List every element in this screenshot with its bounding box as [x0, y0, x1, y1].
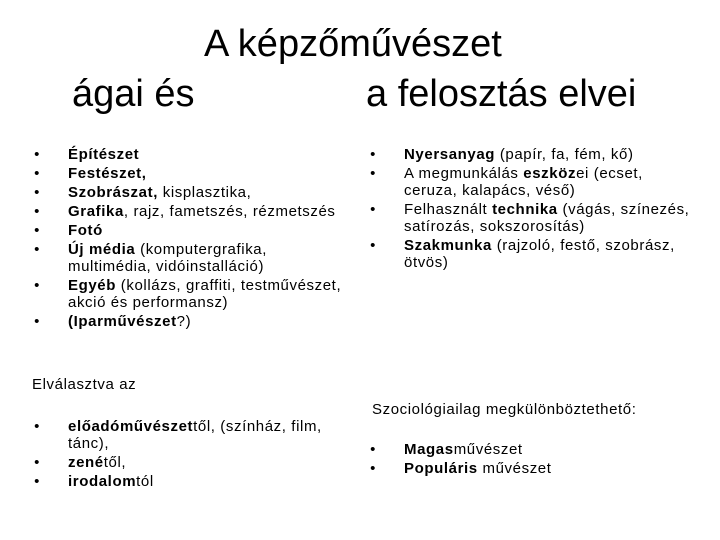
- bullet-icon: •: [34, 454, 40, 471]
- list-item: [32, 418, 352, 452]
- list-item: [32, 277, 352, 311]
- item-bold-text: (Iparművészet: [68, 313, 177, 330]
- bullet-icon: •: [34, 184, 40, 201]
- separated-from-list: [32, 418, 352, 492]
- bullet-icon: •: [34, 165, 40, 182]
- list-item: [32, 454, 352, 471]
- item-bold-text: Grafika: [68, 203, 124, 220]
- item-bold-text: Építészet: [68, 146, 140, 163]
- bullet-icon: •: [370, 237, 376, 254]
- list-item: [368, 441, 698, 458]
- list-item: [32, 203, 352, 220]
- item-bold-text: Szakmunka: [404, 237, 492, 254]
- item-text: művészet: [453, 441, 523, 458]
- item-text: tól: [136, 473, 154, 490]
- item-bold-text: Festészet,: [68, 165, 147, 182]
- list-item: [368, 460, 698, 477]
- item-text: , rajz, fametszés, rézmetszés: [123, 203, 336, 220]
- sociological-types-list: [368, 441, 698, 479]
- list-item: [32, 146, 352, 163]
- list-item: [368, 201, 698, 235]
- item-text: (papír, fa, fém, kő): [495, 146, 634, 163]
- item-bold-text: előadóművészet: [68, 418, 194, 435]
- list-item: [32, 313, 352, 330]
- item-bold-text: eszköz: [523, 165, 577, 182]
- item-text: művészet: [477, 460, 552, 477]
- item-text: (rajzoló, festő, szobrász, ötvös): [404, 237, 675, 271]
- item-text: kisplasztika,: [157, 184, 252, 201]
- bullet-icon: •: [370, 165, 376, 182]
- item-text: (vágás, színezés, satírozás, sokszorosítás): [404, 201, 690, 235]
- item-text: (komputergrafika, multimédia, vidóinstalláció): [68, 241, 268, 275]
- art-branches-list: [32, 146, 352, 332]
- item-bold-text: technika: [492, 201, 558, 218]
- item-bold-text: zené: [68, 454, 104, 471]
- list-item: [368, 237, 698, 271]
- separated-heading: Elválasztva az: [32, 376, 137, 393]
- item-text: ei (ecset, ceruza, kalapács, véső): [404, 165, 643, 199]
- bullet-icon: •: [34, 277, 40, 294]
- bullet-icon: •: [34, 241, 40, 258]
- list-item: [32, 473, 352, 490]
- item-bold-text: Új média: [68, 241, 136, 258]
- item-prefix: A megmunkálás: [404, 165, 524, 182]
- bullet-icon: •: [370, 146, 376, 163]
- list-item: [32, 165, 352, 182]
- item-text: től, (színház, film, tánc),: [68, 418, 322, 452]
- list-item: [368, 165, 698, 199]
- bullet-icon: •: [34, 473, 40, 490]
- item-bold-text: Magas: [404, 441, 454, 458]
- item-bold-text: Szobrászat,: [68, 184, 158, 201]
- item-bold-text: Fotó: [68, 222, 103, 239]
- item-text: ?): [176, 313, 192, 330]
- bullet-icon: •: [34, 313, 40, 330]
- bullet-icon: •: [370, 460, 376, 477]
- item-bold-text: irodalom: [68, 473, 137, 490]
- bullet-icon: •: [34, 146, 40, 163]
- item-bold-text: Populáris: [404, 460, 478, 477]
- item-text: től,: [103, 454, 127, 471]
- title-line-2-left: ágai és: [72, 73, 195, 115]
- item-bold-text: Nyersanyag: [404, 146, 496, 163]
- list-item: [32, 184, 352, 201]
- title-line-2-right: a felosztás elvei: [366, 73, 637, 115]
- bullet-icon: •: [34, 418, 40, 435]
- item-bold-text: Egyéb: [68, 277, 117, 294]
- list-item: [368, 146, 698, 163]
- sociological-heading: Szociológiailag megkülönböztethető:: [372, 401, 637, 418]
- item-prefix: Felhasznált: [404, 201, 493, 218]
- bullet-icon: •: [370, 201, 376, 218]
- bullet-icon: •: [370, 441, 376, 458]
- bullet-icon: •: [34, 222, 40, 239]
- bullet-icon: •: [34, 203, 40, 220]
- title-line-1: A képzőművészet: [204, 23, 502, 65]
- list-item: [32, 241, 352, 275]
- item-text: (kollázs, graffiti, testművészet, akció és performansz): [68, 277, 342, 311]
- list-item: [32, 222, 352, 239]
- division-principles-list: [368, 146, 698, 273]
